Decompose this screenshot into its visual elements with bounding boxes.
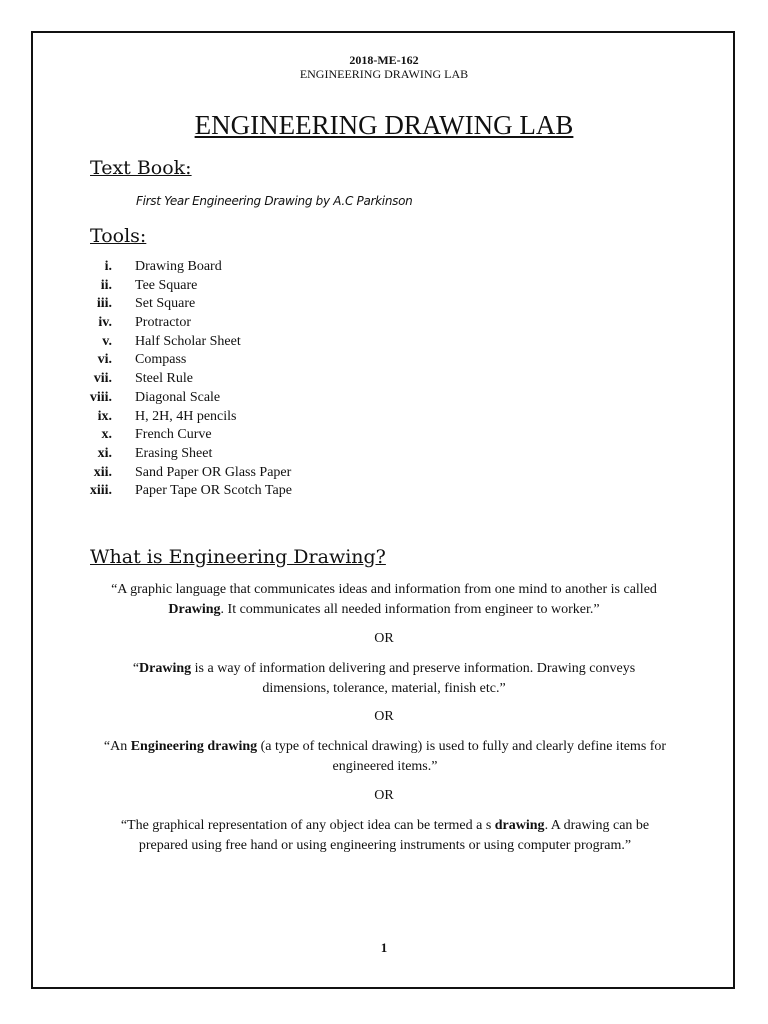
- definition-quote-3: [88, 737, 682, 776]
- definition-quote-1: [104, 580, 664, 619]
- tool-name: H, 2H, 4H pencils: [135, 408, 237, 424]
- list-numeral: vi.: [97, 352, 112, 368]
- or-separator: OR: [374, 631, 394, 646]
- quote-bold-term: drawing: [494, 818, 545, 833]
- course-header: ENGINEERING DRAWING LAB: [299, 67, 469, 81]
- list-numeral: viii.: [89, 389, 112, 405]
- list-item: [80, 295, 292, 314]
- list-item: [80, 258, 292, 277]
- list-item: [80, 482, 292, 501]
- definition-quote-4: [100, 816, 670, 855]
- page-number: 1: [380, 940, 388, 955]
- list-numeral: i.: [104, 259, 112, 274]
- document-code: 2018-ME-162: [349, 53, 419, 67]
- tool-name: Diagonal Scale: [135, 389, 221, 405]
- quote-bold-term: Drawing: [139, 661, 192, 676]
- list-numeral: ix.: [97, 408, 112, 424]
- list-item: [80, 277, 292, 296]
- tool-name: Erasing Sheet: [135, 445, 213, 461]
- quote-text: “The graphical representation of any object idea can be termed a s: [120, 818, 495, 833]
- quote-text: . It communicates all needed information from engineer to worker.”: [220, 601, 600, 617]
- quote-text: “An: [103, 739, 131, 754]
- list-numeral: xi.: [97, 445, 112, 461]
- list-numeral: v.: [102, 333, 112, 349]
- list-item: [80, 464, 292, 483]
- list-item: [80, 408, 292, 427]
- list-numeral: xii.: [93, 464, 112, 480]
- quote-text: “A graphic language that communicates ideas and information from one mind to another is called: [111, 582, 657, 597]
- list-item: [80, 314, 292, 333]
- list-item: [80, 445, 292, 464]
- list-item: [80, 370, 292, 389]
- or-separator: OR: [374, 709, 394, 724]
- list-numeral: ii.: [100, 277, 112, 293]
- tool-name: Tee Square: [135, 277, 198, 293]
- tools-list: [80, 258, 292, 501]
- definition-heading: What is Engineering Drawing?: [90, 546, 386, 568]
- page-title: ENGINEERING DRAWING LAB: [194, 110, 574, 140]
- list-numeral: iv.: [98, 315, 112, 331]
- list-item: [80, 426, 292, 445]
- list-numeral: vii.: [93, 371, 112, 387]
- list-numeral: xiii.: [89, 483, 112, 499]
- tools-heading: Tools:: [90, 225, 147, 247]
- tool-name: Protractor: [135, 315, 191, 331]
- list-item: [80, 389, 292, 408]
- tool-name: Steel Rule: [135, 371, 193, 387]
- textbook-entry: First Year Engineering Drawing by A.C Parkinson: [136, 194, 413, 208]
- quote-text: is a way of information delivering and preserve information. Drawing conveys dimensions, tolerance, material, finish etc.”: [191, 661, 636, 696]
- tool-name: Set Square: [135, 296, 196, 312]
- list-item: [80, 351, 292, 370]
- definition-quote-2: [104, 659, 664, 698]
- quote-text: (a type of technical drawing) is used to fully and clearly define items for engineered items.”: [257, 739, 667, 774]
- tool-name: French Curve: [135, 427, 212, 443]
- list-numeral: x.: [101, 427, 112, 443]
- quote-bold-term: Engineering drawing: [130, 739, 258, 754]
- quote-bold-term: Drawing: [168, 601, 221, 617]
- tool-name: Paper Tape OR Scotch Tape: [135, 483, 292, 499]
- list-numeral: iii.: [96, 296, 112, 312]
- quote-text: . A drawing can be prepared using free hand or using engineering instruments or using computer program.”: [138, 818, 650, 853]
- tool-name: Compass: [135, 352, 187, 368]
- list-item: [80, 333, 292, 352]
- quote-text: “: [132, 661, 140, 676]
- tool-name: Sand Paper OR Glass Paper: [135, 464, 292, 480]
- tool-name: Drawing Board: [135, 259, 222, 274]
- or-separator: OR: [374, 788, 394, 803]
- textbook-heading: Text Book:: [90, 157, 192, 179]
- tool-name: Half Scholar Sheet: [135, 333, 241, 349]
